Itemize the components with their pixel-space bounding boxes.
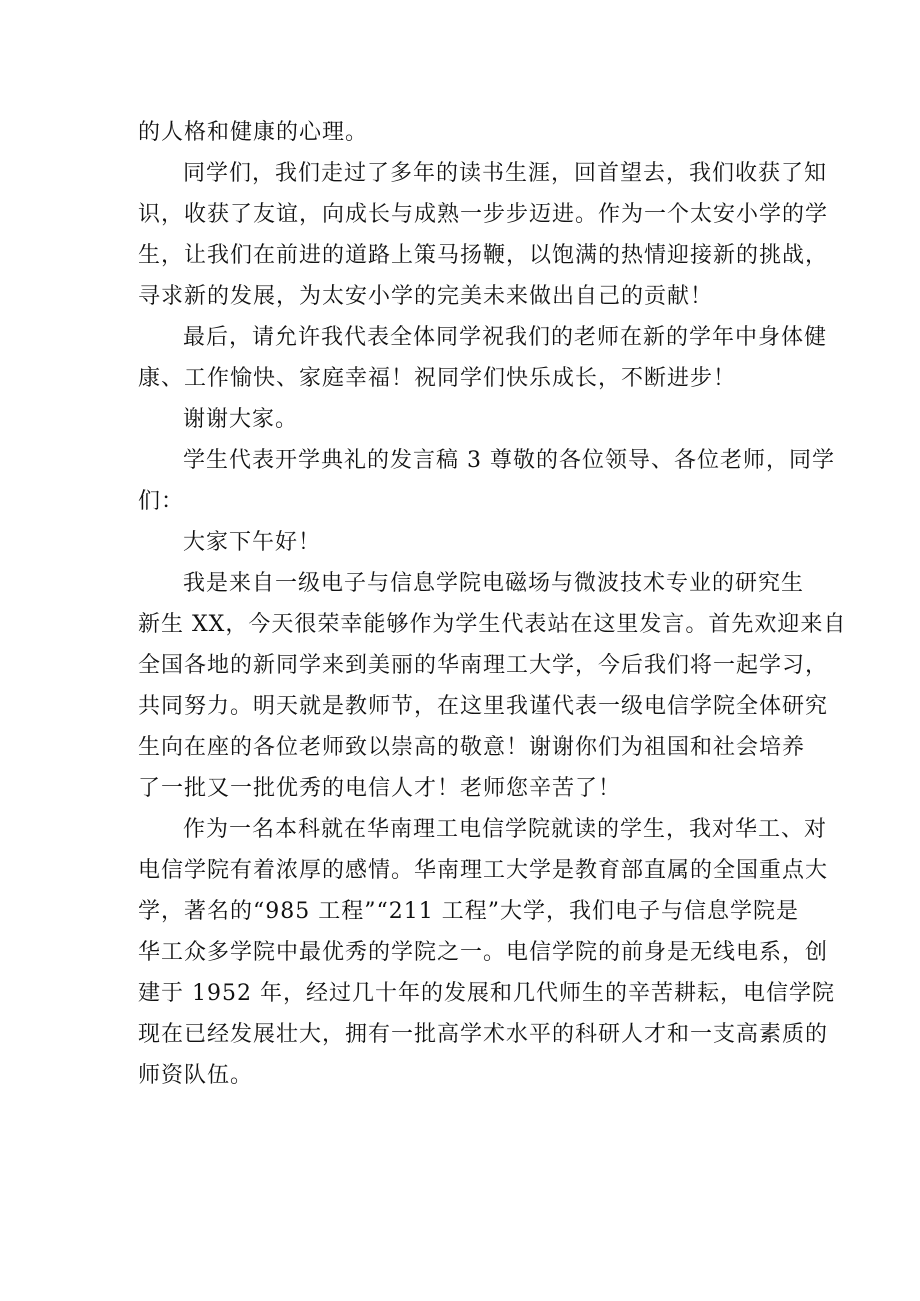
text-line: 寻求新的发展，为太安小学的完美未来做出自己的贡献！: [138, 284, 714, 309]
text-line: 我是来自一级电子与信息学院电磁场与微波技术专业的研究生: [183, 571, 805, 596]
text-line: 康、工作愉快、家庭幸福！祝同学们快乐成长，不断进步！: [138, 366, 737, 391]
text-line: 的人格和健康的心理。: [138, 120, 369, 145]
text-line: 全国各地的新同学来到美丽的华南理工大学，今后我们将一起学习，: [138, 653, 829, 678]
paragraph-6: [138, 522, 788, 563]
text-line: 大家下午好！: [183, 530, 322, 555]
paragraph-3: [138, 317, 828, 399]
text-line: 共同努力。明天就是教师节，在这里我谨代表一级电信学院全体研究: [138, 694, 829, 719]
text-line: 了一批又一批优秀的电信人才！老师您辛苦了！: [138, 776, 622, 801]
paragraph-2: [138, 153, 829, 317]
text-line: 师资队伍。: [138, 1063, 254, 1088]
text-line: 生向在座的各位老师致以崇高的敬意！谢谢你们为祖国和社会培养: [138, 735, 806, 760]
text-line: 最后，请允许我代表全体同学祝我们的老师在新的学年中身体健: [183, 325, 828, 350]
paragraph-8: [138, 809, 835, 1096]
text-line: 建于 1952 年，经过几十年的发展和几代师生的辛苦耕耘，电信学院: [138, 981, 835, 1006]
text-line: 同学们，我们走过了多年的读书生涯，回首望去，我们收获了知: [183, 161, 828, 186]
text-line: 生，让我们在前进的道路上策马扬鞭，以饱满的热情迎接新的挑战，: [138, 243, 829, 268]
text-line: 们：: [138, 489, 185, 514]
paragraph-1: [138, 112, 788, 153]
text-line: 现在已经发展壮大，拥有一批高学术水平的科研人才和一支高素质的: [138, 1022, 829, 1047]
text-line: 作为一名本科就在华南理工电信学院就读的学生，我对华工、对: [183, 817, 828, 842]
text-line: 电信学院有着浓厚的感情。华南理工大学是教育部直属的全国重点大: [138, 858, 829, 883]
document-body: [138, 112, 847, 1096]
text-line: 新生 XX，今天很荣幸能够作为学生代表站在这里发言。首先欢迎来自: [138, 612, 847, 637]
paragraph-7: [138, 563, 847, 809]
text-line: 华工众多学院中最优秀的学院之一。电信学院的前身是无线电系，创: [138, 940, 829, 965]
text-line: 学生代表开学典礼的发言稿 3 尊敬的各位领导、各位老师，同学: [183, 448, 835, 473]
text-line: 学，著名的“985 工程”“211 工程”大学，我们电子与信息学院是: [138, 899, 799, 924]
text-line: 识，收获了友谊，向成长与成熟一步步迈进。作为一个太安小学的学: [138, 202, 829, 227]
text-line: 谢谢大家。: [183, 407, 299, 432]
paragraph-5: [138, 440, 835, 522]
paragraph-4: [138, 399, 788, 440]
